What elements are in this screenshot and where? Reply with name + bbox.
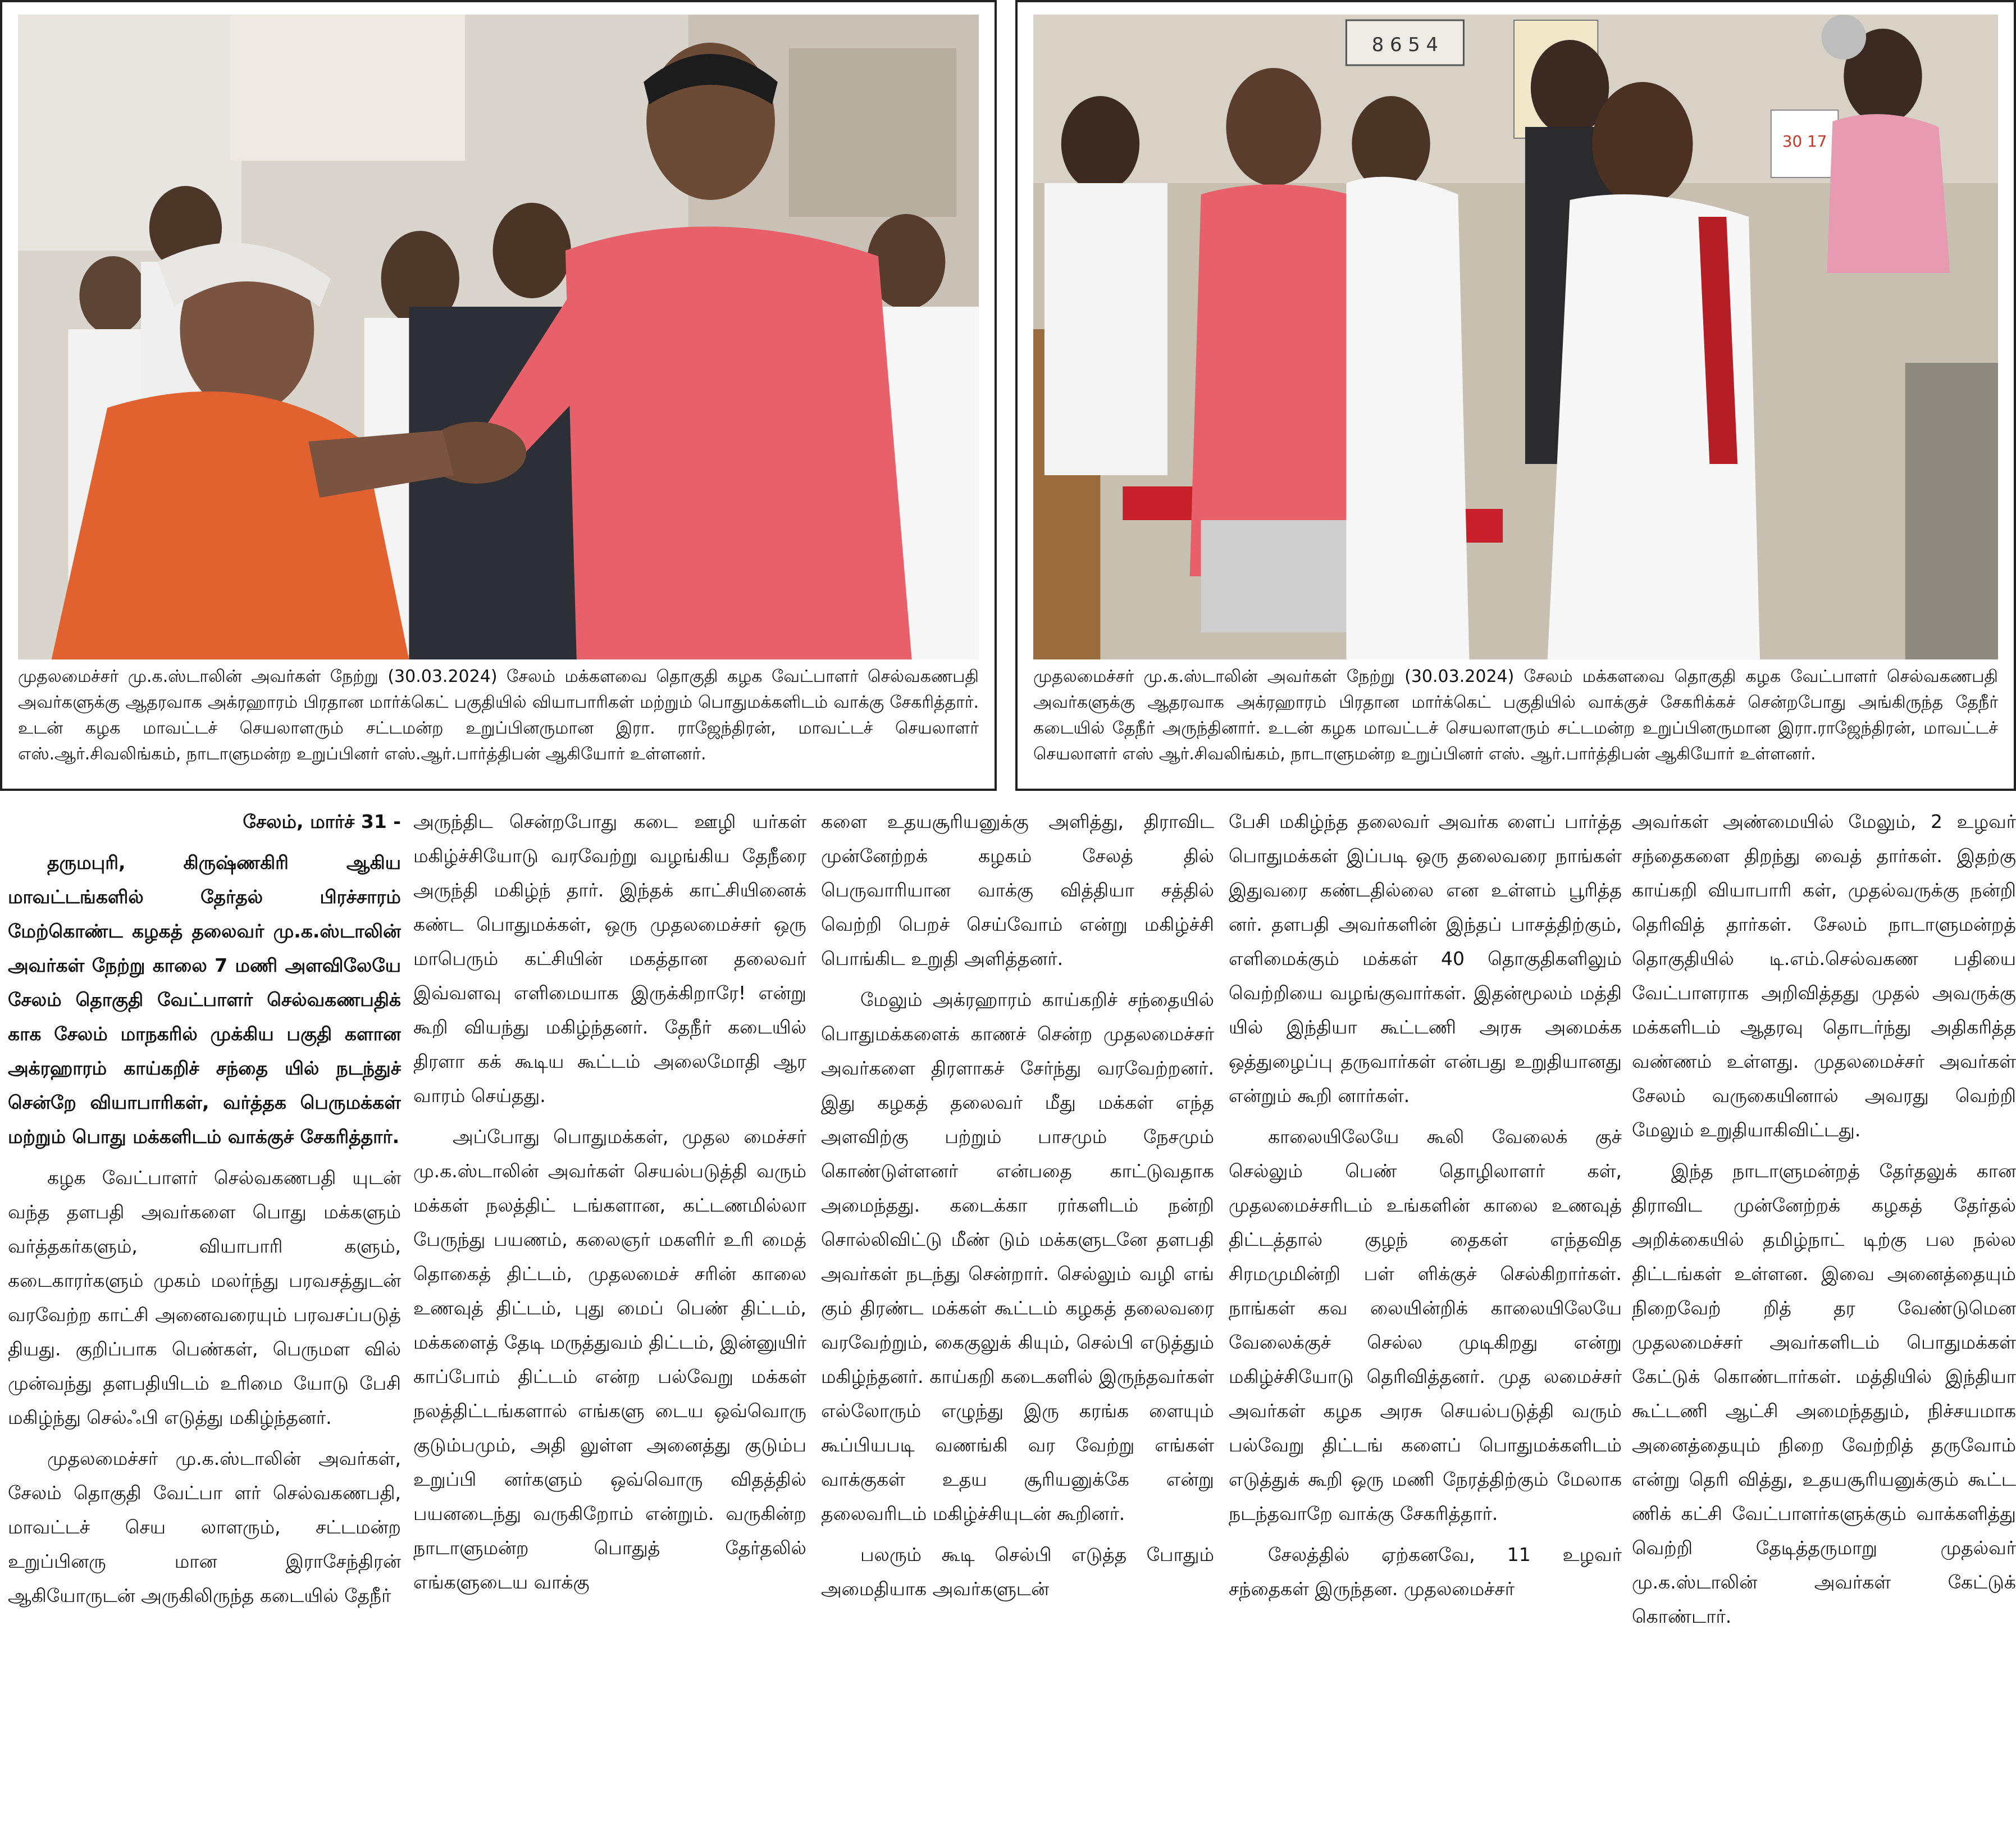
- photo-box-left: [0, 0, 997, 791]
- photo-caption-left: முதலமைச்சர் மு.க.ஸ்டாலின் அவர்கள் நேற்று (30.03.2024) சேலம் மக்களவை தொகுதி கழக வேட்பாளர் செல்வகணபதி அவர்களுக்கு ஆதரவாக அக்ரஹாரம் பிரதான மார்க்கெட் பகுதியில் வியாபாரிகள் மற்றும் பொதுமக்களிடம் வாக்கு சேகரித்தார். உடன் கழக மாவட்டச் செயலாளரும் சட்டமன்ற உறுப்பினருமான இரா. ராஜேந்திரன், மாவட்டச் செயலாளர் எஸ்.ஆர்.சிவலிங்கம், நாடாளுமன்ற உறுப்பினர் எஸ்.ஆர்.பார்த்திபன் ஆகியோர் உள்ளனர்.: [18, 667, 979, 764]
- photo-caption-right: முதலமைச்சர் மு.க.ஸ்டாலின் அவர்கள் நேற்று (30.03.2024) சேலம் மக்களவை தொகுதி கழக வேட்பாளர் செல்வகணபதி அவர்களுக்கு ஆதரவாக அக்ரஹாரம் பிரதான மார்க்கெட் பகுதியில் வாக்குச் சேகரிக்கச் சென்றபோது அங்கிருந்த தேநீர் கடையில் தேநீர் அருந்தினார். உடன் கழக மாவட்டச் செயலாளரும் சட்டமன்ற உறுப்பினருமான இரா.ராஜேந்திரன், மாவட்டச் செயலாளர் எஸ் ஆர்.சிவலிங்கம், நாடாளுமன்ற உறுப்பினர் எஸ். ஆர்.பார்த்திபன் ஆகியோர் உள்ளனர்.: [1033, 667, 1998, 764]
- clock-text: 8 6 5 4: [1371, 33, 1439, 56]
- paragraph: அப்போது பொதுமக்கள், முதல மைச்சர் மு.க.ஸ்டாலின் அவர்கள் செயல்படுத்தி வரும் மக்கள் நலத்திட் டங்களான, கட்டணமில்லா பேருந்து பயணம், கலைஞர் மகளிர் உரி மைத் தொகைத் திட்டம், முதலமைச் சரின் காலை உணவுத் திட்டம், புது மைப் பெண் திட்டம், மக்களைத் தேடி மருத்துவம் திட்டம், இன்னுயிர் காப்போம் திட்டம் என்ற பல்வேறு மக்கள் நலத்திட்டங்களால் எங்களு டைய ஒவ்வொரு குடும்பமும், அதி லுள்ள அனைத்து குடும்ப உறுப்பி னர்களும் ஒவ்வொரு விதத்தில் பயனடைந்து வருகிறோம் என்றும். வருகின்ற நாடாளுமன்ற பொதுத் தேர்தலில் எங்களுடைய வாக்கு: [413, 1126, 806, 1593]
- paragraph: கழக வேட்பாளர் செல்வகணபதி யுடன் வந்த தளபதி அவர்களை பொது மக்களும் வர்த்தகர்களும், வியாபாரி களும், கடைகாரர்களும் முகம் மலர்ந்து பரவசத்துடன் வரவேற்ற காட்சி அனைவரையும் பரவசப்படுத் தியது. குறிப்பாக பெண்கள், பெருமள வில் முன்வந்து தளபதியிடம் உரிமை யோடு பேசி மகிழ்ந்து செல்ஃபி எடுத்து மகிழ்ந்தனர்.: [8, 1167, 401, 1428]
- photo-tea-shop-image: [1033, 15, 1998, 659]
- paragraph: காலையிலேயே கூலி வேலைக் குச் செல்லும் பெண் தொழிலாளர் கள், முதலமைச்சரிடம் உங்களின் காலை உணவுத் திட்டத்தால் குழந் தைகள் எந்தவித சிரமமுமின்றி பள் ளிக்குச் செல்கிறார்கள். நாங்கள் கவ லையின்றிக் காலையிலேயே வேலைக்குச் செல்ல முடிகிறது என்று மகிழ்ச்சியோடு தெரிவித்தனர். முத லமைச்சர் அவர்கள் கழக அரசு செயல்படுத்தி வரும் பல்வேறு திட்டங் களைப் பொதுமக்களிடம் எடுத்துக் கூறி ஒரு மணி நேரத்திற்கும் மேலாக நடந்தவாறே வாக்கு சேகரித்தார்.: [1229, 1126, 1622, 1524]
- dateline: சேலம், மார்ச் 31 -: [243, 811, 401, 832]
- paragraph: அவர்கள் அண்மையில் மேலும், 2 உழவர் சந்தைகளை திறந்து வைத் தார்கள். இதற்கு காய்கறி வியாபாரி கள், முதல்வருக்கு நன்றி தெரிவித் தார்கள். சேலம் நாடாளுமன்றத் தொகுதியில் டி.எம்.செல்வகண பதியை வேட்பாளராக அறிவித்தது முதல் அவருக்கு மக்களிடம் ஆதரவு தொடர்ந்து அதிகரித்த வண்ணம் உள்ளது. முதலமைச்சர் அவர்கள் சேலம் வருகையினால் அவரது வெற்றி மேலும் உறுதியாகிவிட்டது.: [1632, 811, 2016, 1141]
- paragraph: பலரும் கூடி செல்பி எடுத்த போதும் அமைதியாக அவர்களுடன்: [821, 1544, 1214, 1600]
- article-column-2: [413, 804, 806, 1844]
- article-column-4: [1229, 804, 1622, 1844]
- paragraph: அருந்திட சென்றபோது கடை ஊழி யர்கள் மகிழ்ச்சியோடு வரவேற்று வழங்கிய தேநீரை அருந்தி மகிழ்ந் தார். இந்தக் காட்சியினைக் கண்ட பொதுமக்கள், ஒரு முதலமைச்சர் ஒரு மாபெரும் கட்சியின் மகத்தான தலைவர் இவ்வளவு எளிமையாக இருக்கிறாரே! என்று கூறி வியந்து மகிழ்ந்தனர். தேநீர் கடையில் திரளா கக் கூடிய கூட்டம் அலைமோதி ஆர வாரம் செய்தது.: [413, 811, 806, 1107]
- paragraph: முதலமைச்சர் மு.க.ஸ்டாலின் அவர்கள், சேலம் தொகுதி வேட்பா ளர் செல்வகணபதி, மாவட்டச் செய லாளரும், சட்டமன்ற உறுப்பினரு மான இராசேந்திரன் ஆகியோருடன் அருகிலிருந்த கடையில் தேநீர்: [8, 1448, 401, 1606]
- article-body: [0, 804, 2016, 1844]
- lead-paragraph: தருமபுரி, கிருஷ்ணகிரி ஆகிய மாவட்டங்களில் தேர்தல் பிரச்சாரம் மேற்கொண்ட கழகத் தலைவர் மு.க.ஸ்டாலின் அவர்கள் நேற்று காலை 7 மணி அளவிலேயே சேலம் தொகுதி வேட்பாளர் செல்வகணபதிக் காக சேலம் மாநகரில் முக்கிய பகுதி களான அக்ரஹாரம் காய்கறிச் சந்தை யில் நடந்துச் சென்றே வியாபாரிகள், வர்த்தக பெருமக்கள் மற்றும் பொது மக்களிடம் வாக்குச் சேகரித்தார்.: [8, 852, 401, 1148]
- paragraph: மேலும் அக்ரஹாரம் காய்கறிச் சந்தையில் பொதுமக்களைக் காணச் சென்ற முதலமைச்சர் அவர்களை திரளாகச் சேர்ந்து வரவேற்றனர். இது கழகத் தலைவர் மீது மக்கள் எந்த அளவிற்கு பற்றும் பாசமும் நேசமும் கொண்டுள்ளனர் என்பதை காட்டுவதாக அமைந்தது. கடைக்கா ரர்களிடம் நன்றி சொல்லிவிட்டு மீண் டும் மக்களுடனே தளபதி அவர்கள் நடந்து சென்றார். செல்லும் வழி எங் கும் திரண்ட மக்கள் கூட்டம் கழகத் தலைவரை வரவேற்றும், கைகுலுக் கியும், செல்பி எடுத்தும் மகிழ்ந்தனர். காய்கறி கடைகளில் இருந்தவர்கள் எல்லோரும் எழுந்து இரு கரங்க ளையும் கூப்பியபடி வணங்கி வர வேற்று எங்கள் வாக்குகள் உதய சூரியனுக்கே என்று தலைவரிடம் மகிழ்ச்சியுடன் கூறினர்.: [821, 989, 1214, 1524]
- calendar-text: 30 17: [1782, 131, 1827, 151]
- article-column-5: [1632, 804, 2016, 1844]
- paragraph: களை உதயசூரியனுக்கு அளித்து, திராவிட முன்னேற்றக் கழகம் சேலத் தில் பெருவாரியான வாக்கு வித்தியா சத்தில் வெற்றி பெறச் செய்வோம் என்று மகிழ்ச்சி பொங்கிட உறுதி அளித்தனர்.: [821, 811, 1214, 969]
- photo-box-right: [1015, 0, 2016, 791]
- photo-market-greeting-image: [18, 15, 979, 659]
- paragraph: இந்த நாடாளுமன்றத் தேர்தலுக் கான திராவிட முன்னேற்றக் கழகத் தேர்தல் அறிக்கையில் தமிழ்நாட் டிற்கு பல நல்ல திட்டங்கள் உள்ளன. இவை அனைத்தையும் நிறைவேற் றித் தர வேண்டுமென முதலமைச்சர் அவர்களிடம் பொதுமக்கள் கேட்டுக் கொண்டார்கள். மத்தியில் இந்தியா கூட்டணி ஆட்சி அமைந்ததும், நிச்சயமாக அனைத்தையும் நிறை வேற்றித் தருவோம் என்று தெரி வித்து, உதயசூரியனுக்கும் கூட்ட ணிக் கட்சி வேட்பாளர்களுக்கும் வாக்களித்து வெற்றி தேடித்தருமாறு முதல்வர் மு.க.ஸ்டாலின் அவர்கள் கேட்டுக் கொண்டார்.: [1632, 1160, 2016, 1627]
- photo-tea-shop: [1033, 15, 1998, 659]
- paragraph: பேசி மகிழ்ந்த தலைவர் அவர்க ளைப் பார்த்த பொதுமக்கள் இப்படி ஒரு தலைவரை நாங்கள் இதுவரை கண்டதில்லை என உள்ளம் பூரித்த னர். தளபதி அவர்களின் இந்தப் பாசத்திற்கும், எளிமைக்கும் மக்கள் 40 தொகுதிகளிலும் வெற்றியை வழங்குவார்கள். இதன்மூலம் மத்தி யில் இந்தியா கூட்டணி அரசு அமைக்க ஒத்துழைப்பு தருவார்கள் என்பது உறுதியானது என்றும் கூறி னார்கள்.: [1229, 811, 1622, 1107]
- article-column-3: [821, 804, 1214, 1844]
- paragraph: சேலத்தில் ஏற்கனவே, 11 உழவர் சந்தைகள் இருந்தன. முதலமைச்சர்: [1229, 1544, 1622, 1600]
- photo-market-greeting: [18, 15, 979, 659]
- article-column-1: [8, 804, 401, 1844]
